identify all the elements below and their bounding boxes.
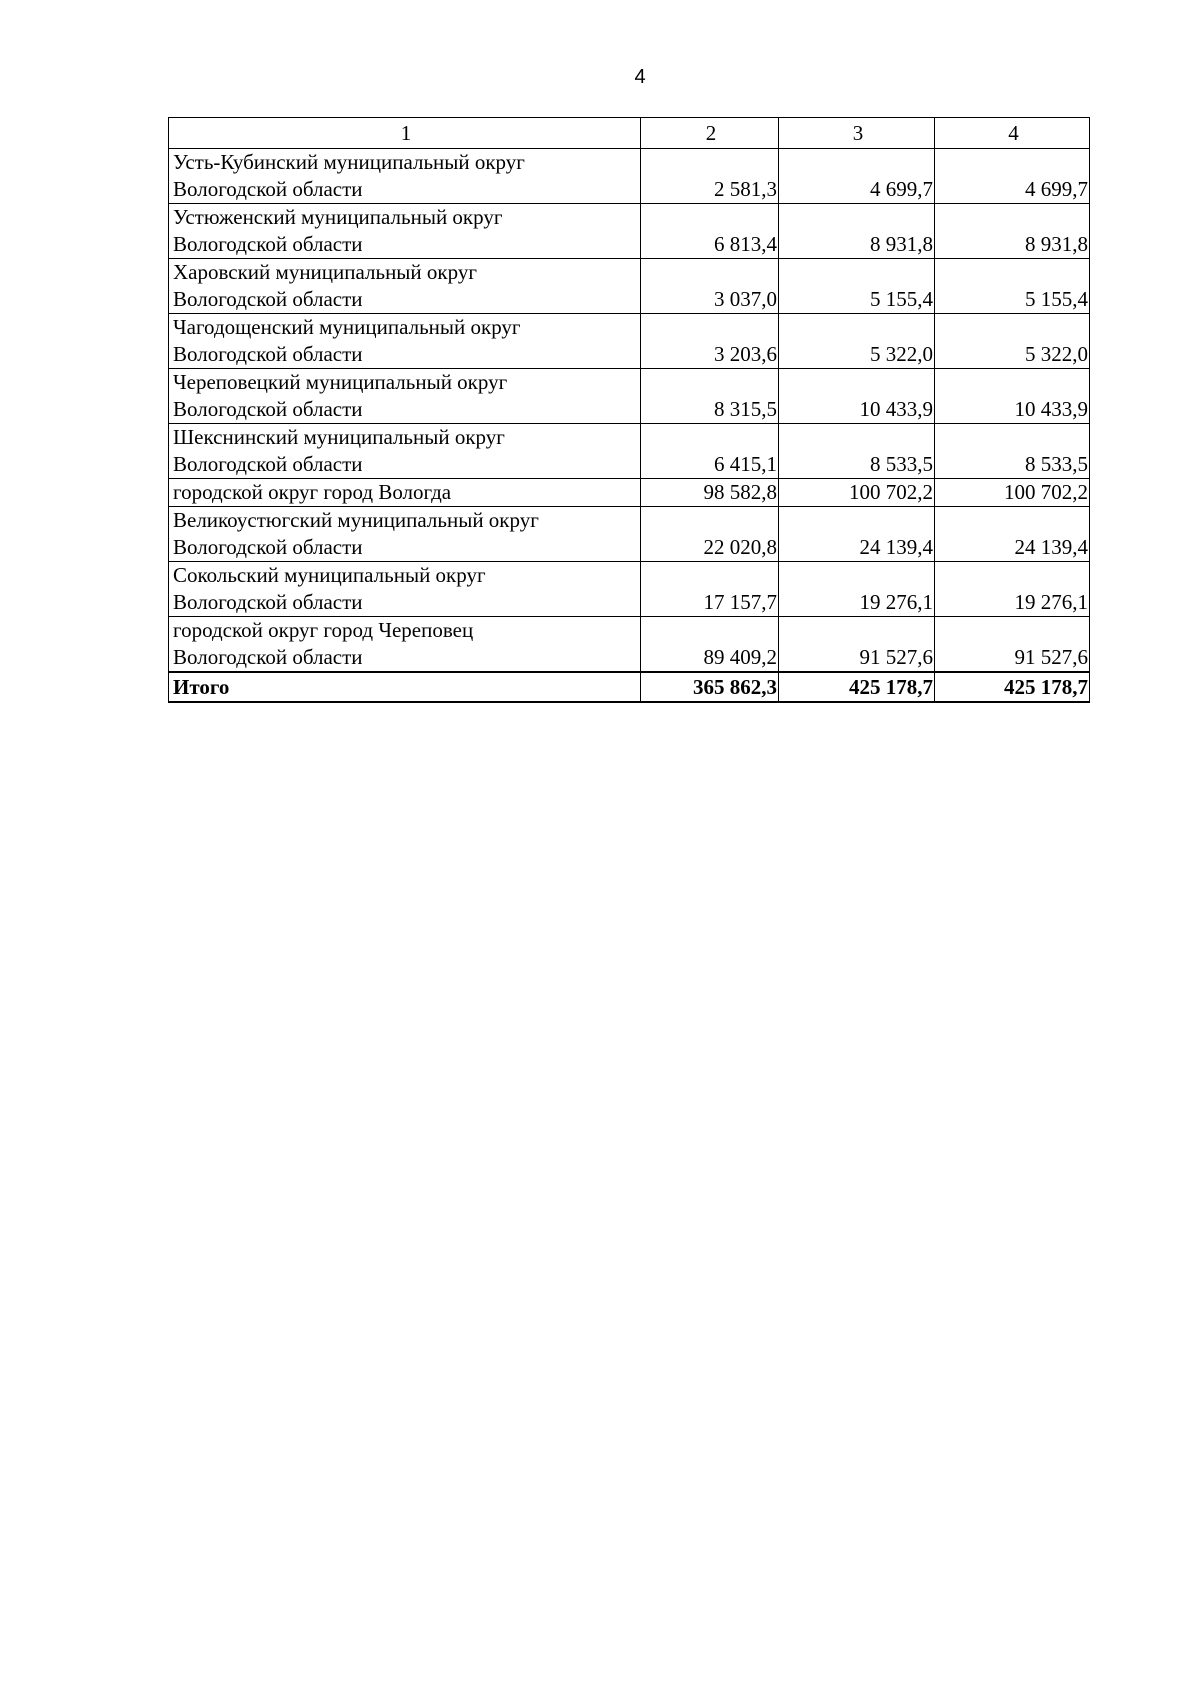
municipality-name-line1: Шекснинский муниципальный округ bbox=[173, 425, 505, 449]
value-cell-col3: 100 702,2 bbox=[779, 479, 935, 507]
value-cell-col3: 8 931,8 bbox=[779, 204, 935, 259]
budget-table bbox=[168, 117, 1090, 703]
total-col3: 425 178,7 bbox=[779, 672, 935, 702]
municipality-name-line2: Вологодской области bbox=[173, 397, 363, 421]
municipality-name-cell bbox=[169, 507, 641, 562]
municipality-name-line2: Вологодской области bbox=[173, 645, 363, 669]
municipality-name-line2: Вологодской области bbox=[173, 232, 363, 256]
table-header-row bbox=[169, 118, 1090, 149]
value-cell-col4: 19 276,1 bbox=[935, 562, 1090, 617]
table-row bbox=[169, 507, 1090, 562]
table-row bbox=[169, 204, 1090, 259]
municipality-name-line2: Вологодской области bbox=[173, 590, 363, 614]
column-header: 1 bbox=[169, 118, 641, 149]
municipality-name-line2: Вологодской области bbox=[173, 452, 363, 476]
total-col2: 365 862,3 bbox=[641, 672, 779, 702]
municipality-name-cell bbox=[169, 314, 641, 369]
value-cell-col4: 24 139,4 bbox=[935, 507, 1090, 562]
total-label: Итого bbox=[169, 672, 641, 702]
total-row bbox=[169, 672, 1090, 702]
municipality-name-line1: Череповецкий муниципальный округ bbox=[173, 370, 508, 394]
value-cell-col2: 6 813,4 bbox=[641, 204, 779, 259]
municipality-name-line2: Вологодской области bbox=[173, 535, 363, 559]
table-row bbox=[169, 424, 1090, 479]
value-cell-col4: 8 533,5 bbox=[935, 424, 1090, 479]
municipality-name-cell bbox=[169, 204, 641, 259]
value-cell-col3: 10 433,9 bbox=[779, 369, 935, 424]
value-cell-col3: 24 139,4 bbox=[779, 507, 935, 562]
table-row bbox=[169, 149, 1090, 204]
value-cell-col4: 8 931,8 bbox=[935, 204, 1090, 259]
municipality-name-line1: городской округ город Череповец bbox=[173, 618, 474, 642]
municipality-name-line2: Вологодской области bbox=[173, 177, 363, 201]
municipality-name-cell bbox=[169, 562, 641, 617]
value-cell-col2: 3 037,0 bbox=[641, 259, 779, 314]
municipality-name-line1: Устюженский муниципальный округ bbox=[173, 205, 503, 229]
municipality-name-cell bbox=[169, 424, 641, 479]
municipality-name-cell bbox=[169, 259, 641, 314]
municipality-name-line1: Усть-Кубинский муниципальный округ bbox=[173, 150, 525, 174]
value-cell-col3: 5 155,4 bbox=[779, 259, 935, 314]
value-cell-col4: 10 433,9 bbox=[935, 369, 1090, 424]
value-cell-col2: 22 020,8 bbox=[641, 507, 779, 562]
municipality-name-cell bbox=[169, 479, 641, 507]
value-cell-col2: 98 582,8 bbox=[641, 479, 779, 507]
value-cell-col2: 3 203,6 bbox=[641, 314, 779, 369]
municipality-name-cell bbox=[169, 369, 641, 424]
value-cell-col2: 2 581,3 bbox=[641, 149, 779, 204]
column-header: 4 bbox=[935, 118, 1090, 149]
column-header: 3 bbox=[779, 118, 935, 149]
table-body bbox=[169, 149, 1090, 673]
municipality-name-line1: Чагодощенский муниципальный округ bbox=[173, 315, 521, 339]
table-row bbox=[169, 562, 1090, 617]
value-cell-col3: 91 527,6 bbox=[779, 617, 935, 673]
municipality-name-line1: городской округ город Вологда bbox=[173, 480, 452, 504]
value-cell-col3: 5 322,0 bbox=[779, 314, 935, 369]
value-cell-col2: 17 157,7 bbox=[641, 562, 779, 617]
value-cell-col3: 19 276,1 bbox=[779, 562, 935, 617]
value-cell-col2: 8 315,5 bbox=[641, 369, 779, 424]
column-header: 2 bbox=[641, 118, 779, 149]
municipality-name-line1: Харовский муниципальный округ bbox=[173, 260, 477, 284]
municipality-name-line2: Вологодской области bbox=[173, 342, 363, 366]
value-cell-col3: 8 533,5 bbox=[779, 424, 935, 479]
value-cell-col2: 89 409,2 bbox=[641, 617, 779, 673]
table-row bbox=[169, 259, 1090, 314]
table-row bbox=[169, 369, 1090, 424]
municipality-name-cell bbox=[169, 149, 641, 204]
value-cell-col4: 5 155,4 bbox=[935, 259, 1090, 314]
value-cell-col4: 91 527,6 bbox=[935, 617, 1090, 673]
value-cell-col4: 100 702,2 bbox=[935, 479, 1090, 507]
table-row bbox=[169, 479, 1090, 507]
table-row bbox=[169, 314, 1090, 369]
value-cell-col4: 4 699,7 bbox=[935, 149, 1090, 204]
municipality-name-line1: Великоустюгский муниципальный округ bbox=[173, 508, 539, 532]
municipality-name-line1: Сокольский муниципальный округ bbox=[173, 563, 486, 587]
table-row bbox=[169, 617, 1090, 673]
value-cell-col4: 5 322,0 bbox=[935, 314, 1090, 369]
municipality-name-line2: Вологодской области bbox=[173, 287, 363, 311]
municipality-name-cell bbox=[169, 617, 641, 673]
page-number: 4 bbox=[634, 66, 646, 88]
value-cell-col3: 4 699,7 bbox=[779, 149, 935, 204]
total-col4: 425 178,7 bbox=[935, 672, 1090, 702]
value-cell-col2: 6 415,1 bbox=[641, 424, 779, 479]
